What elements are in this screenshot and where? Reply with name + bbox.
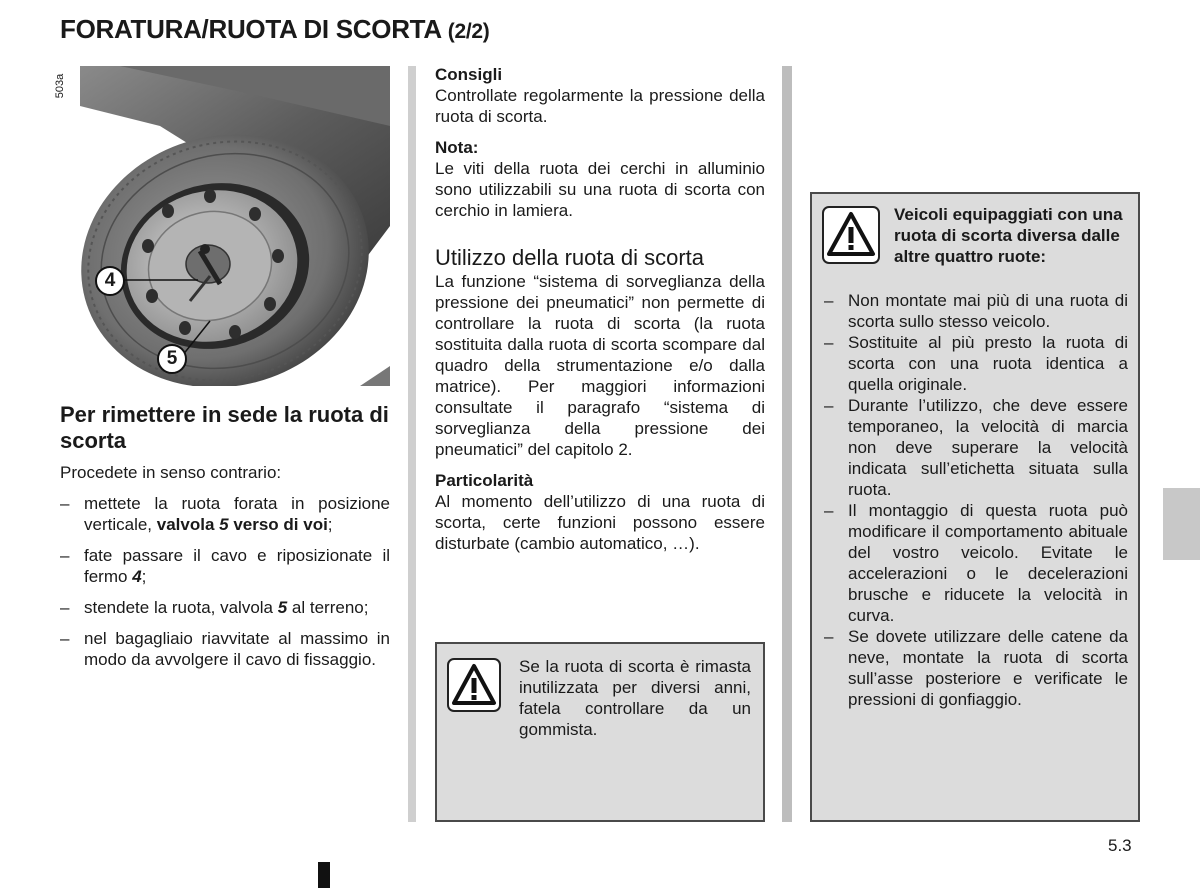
column-divider-left [408, 66, 416, 822]
different-spare-warning-box [810, 192, 1140, 822]
left-list [60, 493, 390, 670]
warning-triangle-icon [822, 206, 880, 264]
list-item: – Il montaggio di questa ruota può modificare il comportamento abituale del vostro veicolo. Evitate le accelerazioni o le decelerazioni brusche e riducete la velocità in curva. [824, 500, 1128, 626]
list-item: – stendete la ruota, valvola 5 al terreno; [60, 597, 390, 618]
different-spare-list [824, 290, 1128, 710]
callout-4-label: 4 [104, 270, 116, 291]
left-column [60, 402, 390, 670]
utilizzo-heading: Utilizzo della ruota di scorta [435, 245, 705, 270]
list-item: – Sostituite al più presto la ruota di scorta con una ruota identica a quella originale. [824, 332, 1128, 395]
list-item: – mettete la ruota forata in posizione verticale, valvola 5 verso di voi; [60, 493, 390, 535]
middle-column [435, 64, 765, 554]
chapter-tab [1163, 488, 1200, 560]
left-heading: Per rimettere in sede la ruota di scorta [60, 402, 389, 453]
page-title-suffix: (2/2) [447, 20, 490, 43]
list-item: – Se dovete utilizzare delle catene da neve, montate la ruota di scorta sull’asse posteriore e verificate le pressioni di gonfiaggio. [824, 626, 1128, 710]
consigli-title: Consigli [435, 65, 503, 84]
warning-triangle-icon [447, 658, 501, 712]
spare-wheel-figure [54, 66, 390, 386]
callout-5 [157, 344, 187, 374]
callout-4 [95, 266, 125, 296]
nota-title: Nota: [435, 138, 479, 157]
different-spare-warning-title: Veicoli equipaggiati con una ruota di scorta diversa dalle altre quattro ruote: [894, 205, 1123, 266]
spare-check-warning-box [435, 642, 765, 822]
list-item: – nel bagagliaio riavvitate al massimo in modo da avvolgere il cavo di fissaggio. [60, 628, 390, 670]
spare-wheel-illustration [60, 66, 390, 386]
left-intro: Procedete in senso contrario: [60, 463, 282, 482]
column-divider-right [782, 66, 792, 822]
consigli-text: Controllate regolarmente la pressione della ruota di scorta. [435, 86, 765, 126]
nota-text: Le viti della ruota dei cerchi in alluminio sono utilizzabili su una ruota di scorta con cerchio in lamiera. [435, 159, 765, 220]
figure-ref-code: 503a [54, 73, 67, 99]
list-item: – Durante l’utilizzo, che deve essere temporaneo, la velocità di marcia non deve superare la velocità indicata sull’etichetta situata sulla ruota. [824, 395, 1128, 500]
particolarita-title: Particolarità [435, 471, 534, 490]
list-item: – Non montate mai più di una ruota di scorta sullo stesso veicolo. [824, 290, 1128, 332]
page-title [60, 14, 489, 45]
callout-5-label: 5 [166, 348, 178, 369]
utilizzo-text: La funzione “sistema di sorveglianza della pressione dei pneumatici” non permette di controllare la ruota di scorta (la ruota sostituita dalla ruota di scorta scompare dal quadro della strumentazione e/o dalla matrice). Per maggiori informazioni consultate il paragrafo “sistema di sorveglianza della pressione dei pneumatici” del capitolo 2. [435, 272, 765, 459]
list-item: – fate passare il cavo e riposizionate il fermo 4; [60, 545, 390, 587]
page-number: 5.3 [1108, 836, 1132, 855]
page-title-main: FORATURA/RUOTA DI SCORTA [60, 14, 441, 44]
spare-check-warning-text: Se la ruota di scorta è rimasta inutilizzata per diversi anni, fatela controllare da un gommista. [519, 657, 751, 739]
particolarita-text: Al momento dell’utilizzo di una ruota di scorta, certe funzioni possono essere disturbate (cambio automatico, …). [435, 492, 765, 553]
page-marker [318, 862, 330, 888]
